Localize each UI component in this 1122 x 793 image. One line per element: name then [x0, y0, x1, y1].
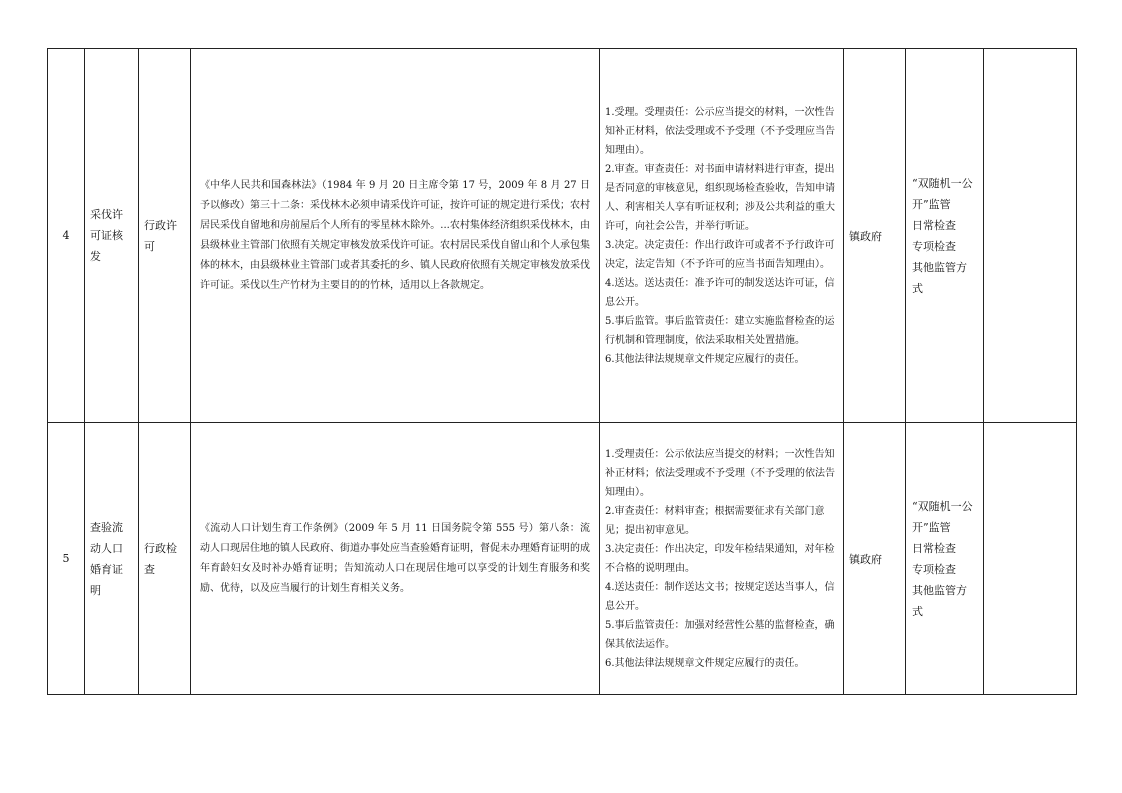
supervision-methods [906, 423, 984, 695]
responsible-dept: 镇政府 [844, 423, 906, 695]
responsibilities [600, 423, 844, 695]
responsibility-item: 2.审查责任：材料审查；根据需要征求有关部门意见；提出初审意见。 [605, 505, 825, 536]
responsibility-item: 6.其他法律法规规章文件规定应履行的责任。 [605, 353, 805, 365]
responsibility-item: 4.送达责任：制作送达文书；按规定送达当事人，信息公开。 [605, 581, 835, 612]
item-name: 查验流动人口婚育证明 [85, 423, 139, 695]
method-item: “双随机一公开”监管 [912, 176, 973, 211]
method-item: 其他监管方式 [912, 260, 967, 295]
method-item: 其他监管方式 [912, 583, 967, 618]
method-item: 专项检查 [912, 562, 956, 576]
method-item: 日常检查 [912, 541, 956, 555]
item-type: 行政检查 [139, 423, 191, 695]
table-row [48, 423, 1077, 695]
supervision-methods [906, 49, 984, 423]
responsibility-item: 4.送达。送达责任：准予许可的制发送达许可证，信息公开。 [605, 277, 835, 308]
responsibility-item: 5.事后监管。事后监管责任：建立实施监督检查的运行机制和管理制度，依法采取相关处置措施。 [605, 315, 835, 346]
table-row [48, 49, 1077, 423]
item-name: 采伐许可证核发 [85, 49, 139, 423]
remark [984, 423, 1077, 695]
method-item: 日常检查 [912, 218, 956, 232]
responsibility-item: 6.其他法律法规规章文件规定应履行的责任。 [605, 657, 805, 669]
item-type: 行政许可 [139, 49, 191, 423]
method-item: 专项检查 [912, 239, 956, 253]
remark [984, 49, 1077, 423]
responsibility-item: 5.事后监管责任：加强对经营性公墓的监督检查，确保其依法运作。 [605, 619, 835, 650]
method-item: “双随机一公开”监管 [912, 499, 973, 534]
responsibilities [600, 49, 844, 423]
responsibility-item: 3.决定责任：作出决定，印发年检结果通知，对年检不合格的说明理由。 [605, 543, 835, 574]
legal-basis: 《流动人口计划生育工作条例》（2009 年 5 月 11 日国务院令第 555 号）第八条：流动人口现居住地的镇人民政府、街道办事处应当查验婚育证明，督促未办理婚育证明的成年育龄妇女及时补办婚育证明；告知流动人口在现居住地可以享受的计划生育服务和奖励、优待，以及应当履行的计划生育相关义务。 [191, 423, 600, 695]
responsible-dept: 镇政府 [844, 49, 906, 423]
responsibility-item: 3.决定。决定责任：作出行政许可或者不予行政许可决定，法定告知（不予许可的应当书面告知理由）。 [605, 239, 835, 270]
power-list-table [47, 48, 1077, 695]
row-number: 5 [48, 423, 85, 695]
responsibility-item: 1.受理。受理责任：公示应当提交的材料，一次性告知补正材料，依法受理或不予受理（不予受理应当告知理由）。 [605, 106, 835, 156]
responsibility-item: 1.受理责任：公示依法应当提交的材料；一次性告知补正材料；依法受理或不予受理（不予受理的依法告知理由）。 [605, 448, 835, 498]
responsibility-item: 2.审查。审查责任：对书面申请材料进行审查，提出是否同意的审核意见，组织现场检查验收，告知申请人、利害相关人享有听证权利；涉及公共利益的重大许可，向社会公告，并举行听证。 [605, 163, 835, 232]
row-number: 4 [48, 49, 85, 423]
legal-basis: 《中华人民共和国森林法》（1984 年 9 月 20 日主席令第 17 号，2009 年 8 月 27 日予以修改）第三十二条：采伐林木必须申请采伐许可证，按许可证的规定进行采伐；农村居民采伐自留地和房前屋后个人所有的零星林木除外。...农村集体经济组织采伐林木，由县级林业主管部门依照有关规定审核发放采伐许可证。农村居民采伐自留山和个人承包集体的林木，由县级林业主管部门或者其委托的乡、镇人民政府依照有关规定审核发放采伐许可证。采伐以生产竹材为主要目的的竹林，适用以上各款规定。 [191, 49, 600, 423]
